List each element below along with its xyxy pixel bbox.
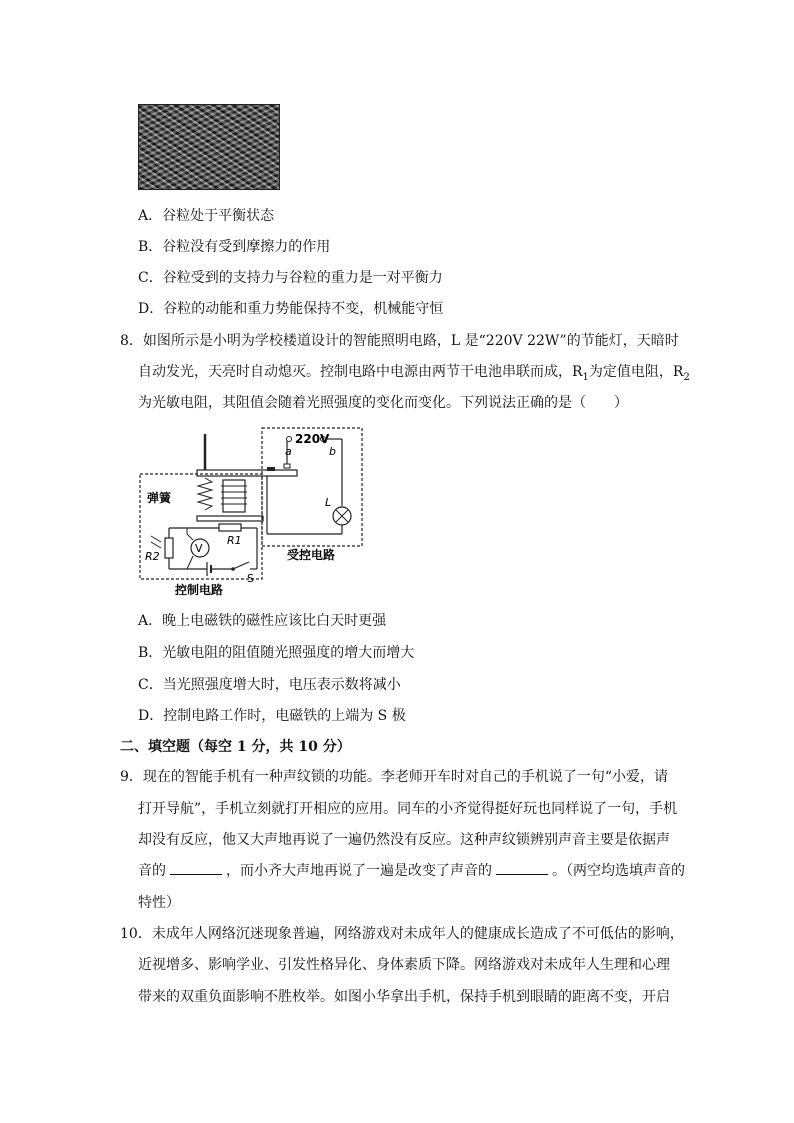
q8-option-a: A．晚上电磁铁的磁性应该比白天时更强: [138, 613, 387, 629]
q8-option-c: C．当光照强度增大时，电压表示数将减小: [138, 677, 401, 693]
grain-photo: [138, 104, 280, 190]
section-2-title: 二、填空题（每空 1 分，共 10 分）: [120, 739, 351, 755]
q9-blank-1[interactable]: [170, 862, 222, 875]
q9-line1: 9．现在的智能手机有一种声纹锁的功能。李老师开车时对自己的手机说了一句“小爱，请: [120, 769, 669, 785]
spring-icon: [198, 478, 212, 510]
q7-option-c: C．谷粒受到的支持力与谷粒的重力是一对平衡力: [138, 270, 443, 286]
q9-line5: 特性）: [138, 895, 180, 911]
q9-blank-2[interactable]: [496, 862, 548, 875]
voltage-label: 220V: [295, 432, 330, 446]
voltmeter-label: V: [195, 542, 203, 555]
q9-line2: 打开导航”，手机立刻就打开相应的应用。同车的小齐觉得挺好玩也同样说了一句，手机: [138, 801, 678, 817]
electromagnet-icon: [223, 480, 245, 512]
q7-option-a: A．谷粒处于平衡状态: [138, 208, 275, 224]
circuit-diagram: [137, 424, 367, 596]
r2-photoresistor: [165, 538, 173, 558]
armature-lever: [197, 470, 297, 476]
q9-line4: 音的 ，而小齐大声地再说了一遍是改变了声音的 。（两空均选填声音的: [138, 863, 685, 879]
spring-label: 弹簧: [147, 491, 172, 505]
q10-line2: 近视增多、影响学业、引发性格异化、身体素质下降。网络游戏对未成年人生理和心理: [138, 957, 670, 973]
q7-option-d: D．谷粒的动能和重力势能保持不变，机械能守恒: [138, 301, 444, 317]
q9-line3: 却没有反应，他又大声地再说了一遍仍然没有反应。这种声纹锁辨别声音主要是依据声: [138, 832, 670, 848]
contact-b-label: b: [329, 445, 336, 458]
controlled-circuit-label: 受控电路: [287, 548, 336, 562]
control-circuit-label: 控制电路: [175, 583, 224, 596]
terminal-left: [287, 437, 292, 442]
contact-a-label: a: [285, 445, 292, 458]
control-circuit-box: [140, 474, 262, 579]
q7-option-b: B．谷粒没有受到摩擦力的作用: [138, 239, 331, 255]
q8-option-b: B．光敏电阻的阻值随光照强度的增大而增大: [138, 645, 415, 661]
lamp-label: L: [325, 496, 332, 509]
r1-label: R1: [227, 534, 242, 547]
r2-label: R2: [145, 550, 160, 563]
q8-option-d: D．控制电路工作时，电磁铁的上端为 S 极: [138, 708, 406, 724]
q10-line1: 10．未成年人网络沉迷现象普遍，网络游戏对未成年人的健康成长造成了不可低估的影响，: [120, 926, 684, 942]
q8-stem-line3: 为光敏电阻，其阻值会随着光照强度的变化而变化。下列说法正确的是（ ）: [138, 395, 628, 411]
r1-resistor: [219, 524, 241, 531]
switch-label: S: [247, 572, 254, 585]
q8-stem-line1: 8．如图所示是小明为学校楼道设计的智能照明电路，L 是“220V 22W”的节能灯，天暗时: [120, 333, 679, 349]
q8-stem-line2: 自动发光，天亮时自动熄灭。控制电路中电源由两节干电池串联而成，$R_1$为定值电阻，$R_2$: [138, 364, 690, 383]
q10-line3: 带来的双重负面影响不胜枚举。如图小华拿出手机，保持手机到眼睛的距离不变，开启: [138, 989, 670, 1005]
